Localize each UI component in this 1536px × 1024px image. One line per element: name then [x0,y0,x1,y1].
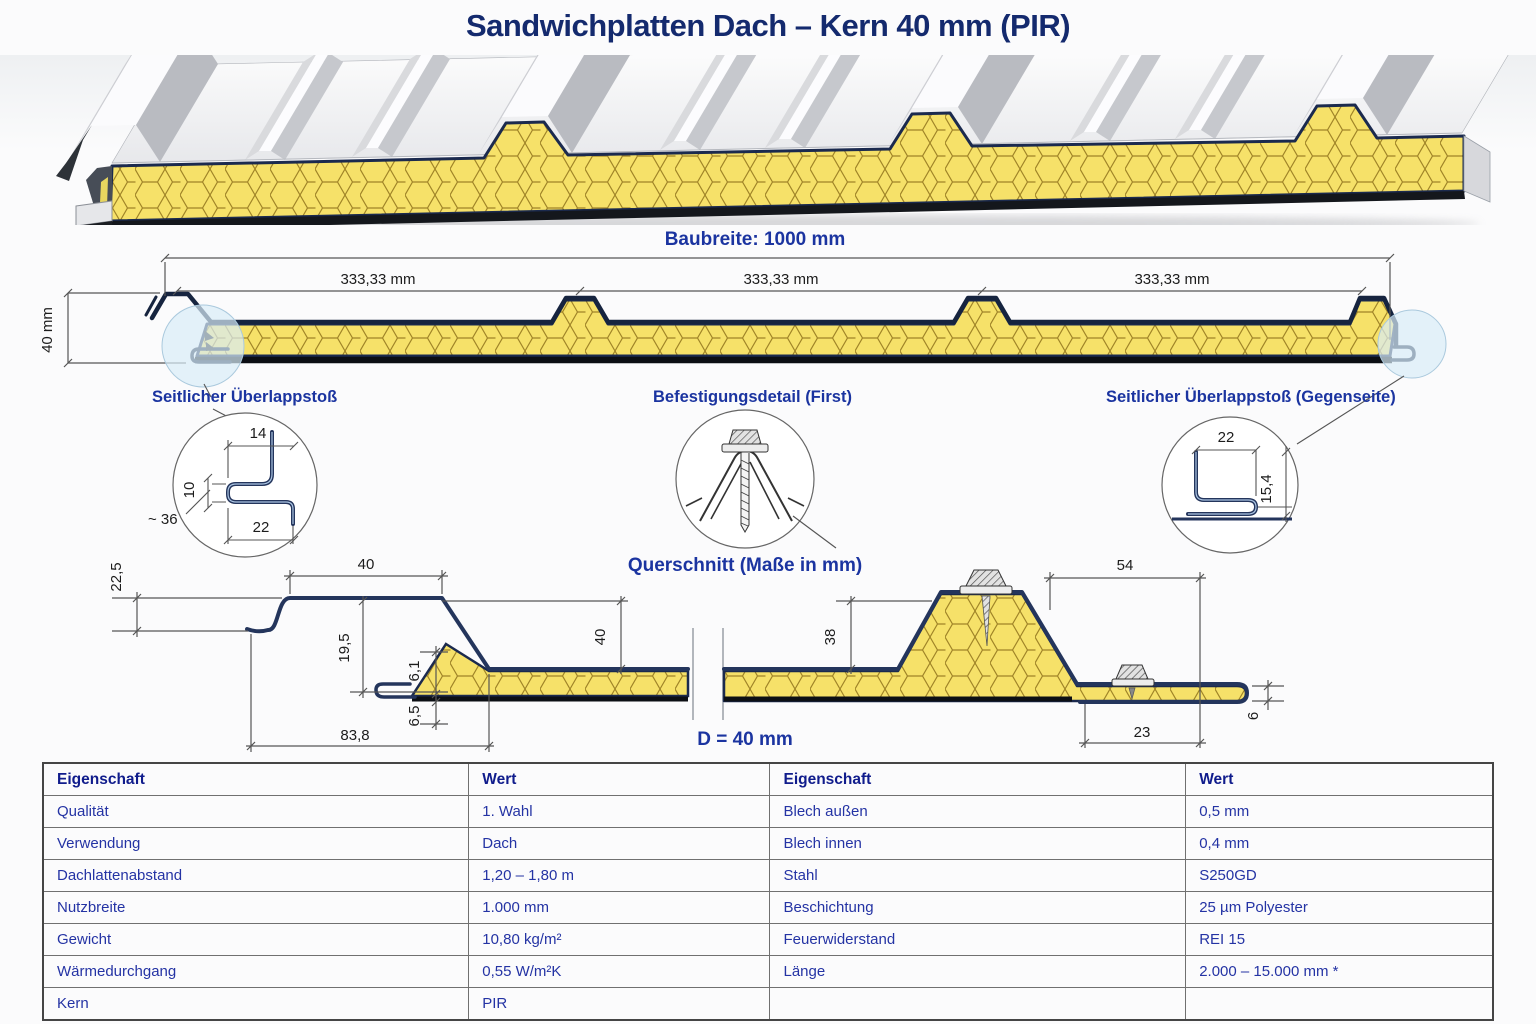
table-row [43,860,1493,892]
highlight-circle-left [162,305,244,387]
value-cell [1186,988,1493,1021]
dim-label: 40 [592,628,609,646]
property-cell: Länge [770,956,1186,988]
property-cell: Feuerwiderstand [770,924,1186,956]
property-cell: Stahl [770,860,1186,892]
querschnitt-title: Querschnitt (Maße in mm) [627,555,863,576]
dim-label: 22 [252,519,270,536]
detail-left-overlap [148,413,317,557]
property-cell: Gewicht [43,924,469,956]
value-cell: 10,80 kg/m² [469,924,770,956]
col-header: Wert [469,763,770,796]
property-cell: Blech außen [770,796,1186,828]
value-cell: S250GD [1186,860,1493,892]
spec-table [42,762,1494,1021]
dim-label: 38 [822,628,839,646]
value-cell: PIR [469,988,770,1021]
leader-line [793,516,836,548]
property-cell: Dachlattenabstand [43,860,469,892]
table-row [43,988,1493,1021]
detail-fastening [676,410,836,548]
highlight-circle-right [1378,310,1446,378]
property-cell: Blech innen [770,828,1186,860]
property-cell: Nutzbreite [43,892,469,924]
table-row [43,828,1493,860]
value-cell: 1.000 mm [469,892,770,924]
table-row [43,956,1493,988]
dim-label: 40 mm [39,307,56,353]
technical-drawing [0,225,1536,760]
screw-washer [722,444,768,452]
property-cell [770,988,1186,1021]
hook-left [376,684,415,697]
dim-label: 6,1 [406,660,423,682]
dim-label: 22 [1217,429,1235,446]
detail-left-title: Seitlicher Überlappstoß [152,388,338,406]
baubreite-label: Baubreite: 1000 mm [664,229,846,250]
value-cell: 0,55 W/m²K [469,956,770,988]
core-thickness-label: D = 40 mm [697,729,793,750]
table-row [43,924,1493,956]
table-row [43,892,1493,924]
property-cell: Wärmedurchgang [43,956,469,988]
screw-head [729,430,761,444]
dim-label: 6 [1245,711,1262,721]
break-lines [693,628,723,720]
col-header: Eigenschaft [770,763,1186,796]
dim-label: 83,8 [340,727,370,744]
dim-label: 333,33 mm [743,271,819,288]
table-header-row [43,763,1493,796]
value-cell: 25 µm Polyester [1186,892,1493,924]
panel-3d-illustration [0,55,1536,225]
dim-label: 14 [249,425,267,442]
table-row [43,796,1493,828]
col-header: Wert [1186,763,1493,796]
detail-right-overlap [1162,417,1298,553]
value-cell: 2.000 – 15.000 mm * [1186,956,1493,988]
value-cell: 1. Wahl [469,796,770,828]
dim-label: 15,4 [1258,474,1275,504]
property-cell: Kern [43,988,469,1021]
property-cell: Beschichtung [770,892,1186,924]
detail-right-title: Seitlicher Überlappstoß (Gegenseite) [1106,388,1396,406]
value-cell: Dach [469,828,770,860]
dim-label: 23 [1133,724,1151,741]
property-cell: Qualität [43,796,469,828]
col-header: Eigenschaft [43,763,469,796]
value-cell: 0,4 mm [1186,828,1493,860]
querschnitt-drawing [108,556,1284,752]
dim-label: 22,5 [108,562,125,592]
dim-label: 54 [1116,557,1134,574]
dim-label: ~ 36 [148,511,178,528]
detail-middle-title: Befestigungsdetail (First) [653,388,852,406]
foam-core [197,300,1395,356]
dim-label: 6,5 [406,705,423,727]
bottom-flange [76,201,112,225]
value-cell: REI 15 [1186,924,1493,956]
value-cell: 0,5 mm [1186,796,1493,828]
dim-label: 333,33 mm [340,271,416,288]
page-title: Sandwichplatten Dach – Kern 40 mm (PIR) [465,8,1071,43]
dim-label: 10 [181,481,198,499]
value-cell: 1,20 – 1,80 m [469,860,770,892]
property-cell: Verwendung [43,828,469,860]
dim-label: 19,5 [336,633,353,663]
dim-label: 333,33 mm [1134,271,1210,288]
dim-label: 40 [357,556,375,573]
